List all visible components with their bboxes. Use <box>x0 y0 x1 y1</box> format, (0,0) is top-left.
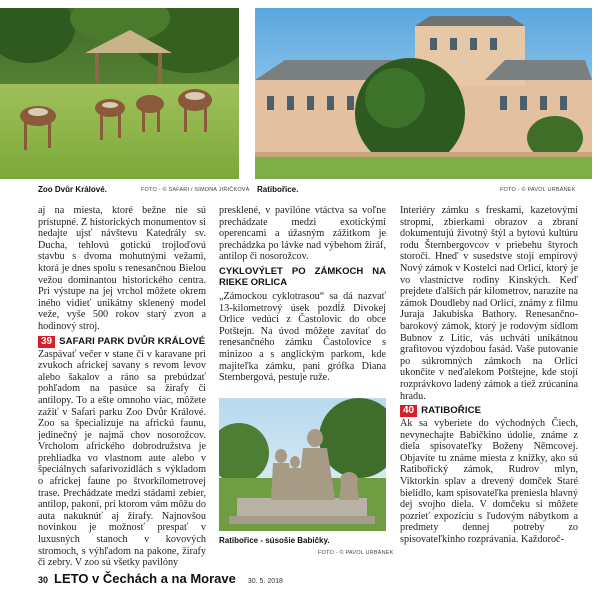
col3-intro: Interiéry zámku s freskami, kazetovými stropmi, zbierkami obrazov a zbraní dokumentujú životný štýl a bytovú kultúru rodu Šternbergovcov v priebehu štyroch storočí. Hneď v susedstve stojí empírový Nový zámok v Kostelci nad Orlicí, ktorý je vo vlastníctve rodiny Kinských. Keď prejdete ďalších pár kilometrov, narazíte na zámok Doudleby nad Orlicí, známy z filmu Juraja Jakubiska Bathory. Renesančno-barokový zámok, ktorý je rodovým sídlom Bubnov z Litic, vás uchváti unikátnou grafitovou výzdobou fasád. Vaše putovanie po súkromných zámkoch na Orlici ukončite v neďalekom Potštejne, kde stojí rozprávkovo ladený zámok a tiež zrúcanina hradu. <box>400 205 578 402</box>
page-number: 30 <box>38 575 49 585</box>
zoo-credit: FOTO - © SAFARI / SIMONA JIŘIČKOVÁ <box>141 187 250 193</box>
ratiborice-caption: Ratibořice. <box>257 185 299 194</box>
section-40-title: RATIBOŘICE <box>421 405 482 417</box>
page-footer <box>38 571 283 586</box>
column-3 <box>400 205 578 546</box>
section-39-title: SAFARI PARK DVŮR KRÁLOVÉ <box>59 335 206 347</box>
zoo-caption: Zoo Dvůr Králové. <box>38 185 107 194</box>
babicka-photo <box>219 398 386 531</box>
section-40-number: 40 <box>400 405 417 417</box>
col1-body: Zaspávať večer v stane či v karavane pri zvukoch africkej savany s revom levov alebo šakalov a ráno sa prebúdzať pohľadom na pasúce sa žirafy či antilopy. To a ešte omnoho viac, môžete zažiť v Safari parku Zoo Dvůr Králové. Zoo sa špecializuje na africkú faunu, jedinečný je najmä chov nosorožcov. Vrcholom afrického dobrodružstva je prehliadka vo vlastnom aute alebo v špeciálnych safarivozidlách s výkladom o africkej faune po štvorkilometrovej trase. Prechádzate medzi stádami zebier, antilop, pakoní, pri ktorom vám môžu do auta nakuknúť aj žirafy. Najnovšou novinkou je možnosť prespať v luxusných stanoch v kovových stromoch, s výhľadom na pakone, žirafy či zebry. V zoo sú všetky pavilóny <box>38 348 206 569</box>
column-1 <box>38 205 206 569</box>
col2-sidebar-body: „Zámockou cyklotrasou“ sa dá nazvať 13-kilometrový úsek pozdĺž Divokej Orlice vedúci z Častolovic do obce Potštejn. Na úvod môžete zavítať do renesančného zámku Častolovice s minizoo a s anglickým parkom, kde majiteľka zámku, pani grófka Diana Sternbergová, pestuje ruže. <box>219 290 386 384</box>
babicka-caption: Ratibořice - súsošie Babičky. <box>219 536 330 545</box>
ratiborice-photo <box>255 8 592 179</box>
column-2 <box>219 205 386 384</box>
col2-intro: presklené, v pavilóne vtáctva sa voľne prechádzate medzi exotickými operencami a úžasným zážitkom je prechádzka po lávke nad výbehom žiráf, antilop či nosorožcov. <box>219 205 386 263</box>
section-39-number: 39 <box>38 336 55 348</box>
col3-body: Ak sa vyberiete do východných Čiech, nevynechajte Babičkino údolie, známe z diela spisovateľky Boženy Němcovej. Objavíte tu známe miesta z knižky, ako sú Ratibořický zámok, Rudrov mlyn, Viktorkin splav a drevený domček Staré bielidlo, kam spisovateľka preniesla hlavný dej svojho diela. V domčeku si môžete pozrieť expozíciu s ľudovým nábytkom a predmety dennej potreby zo spisovateľkinho rozprávania. Každoroč- <box>400 418 578 546</box>
issue-date: 30. 5. 2018 <box>247 578 283 585</box>
section-40-heading <box>400 405 578 417</box>
section-39-heading <box>38 336 206 348</box>
zoo-photo <box>0 8 239 179</box>
col1-intro: aj na miesta, ktoré bežne nie sú prístupné. Z historických monumentov si nedajte ujsť návštevu Katedrály sv. Ducha, tehlovú gotickú trojloďovú stavbu s dvoma mohutnými vežami, ktorá je dnes spolu s renesančnou Bielou vežou dominantou historického centra. Pri výstupe na jej vrchol môžete okrem iného vidieť unikátny sklenený model veže, vyše 500 rokov starý zvon a hodinový stroj. <box>38 205 206 332</box>
sidebar-title: CYKLOVÝLET PO ZÁMKOCH NA RIEKE ORLICA <box>219 265 386 289</box>
ratiborice-credit: FOTO - © PAVOL URBÁNEK <box>500 187 576 193</box>
babicka-credit: FOTO - © PAVOL URBÁNEK <box>318 550 394 556</box>
magazine-title: LETO v Čechách a na Morave <box>54 571 236 586</box>
